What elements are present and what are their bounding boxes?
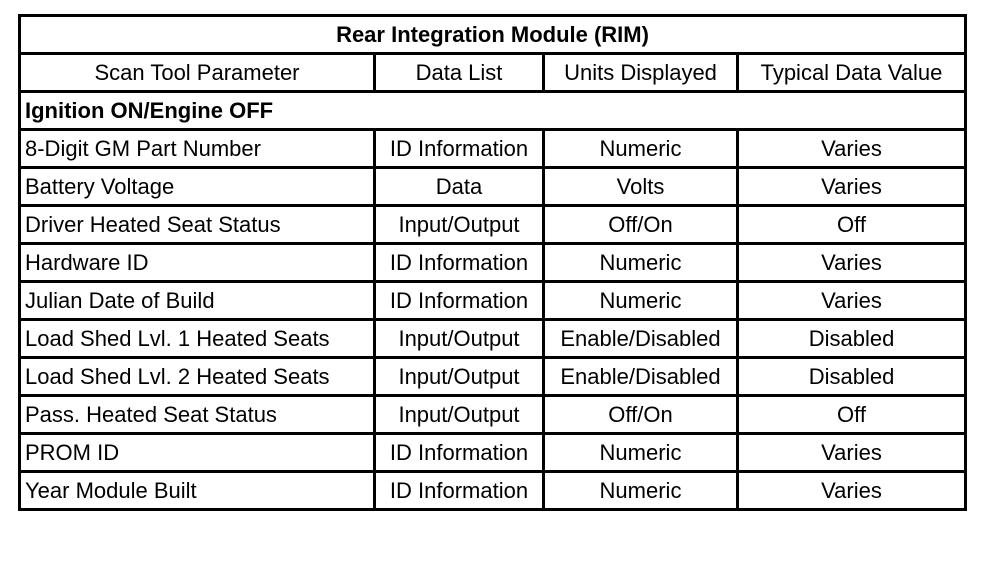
table-row bbox=[20, 244, 966, 282]
data-list-cell: Data bbox=[375, 168, 544, 206]
section-heading: Ignition ON/Engine OFF bbox=[20, 92, 966, 130]
parameter-cell: Driver Heated Seat Status bbox=[20, 206, 375, 244]
typical-value-cell: Off bbox=[738, 206, 966, 244]
table-row bbox=[20, 434, 966, 472]
data-list-cell: Input/Output bbox=[375, 206, 544, 244]
units-cell: Enable/Disabled bbox=[544, 320, 738, 358]
typical-value-cell: Off bbox=[738, 396, 966, 434]
table-title-row bbox=[20, 16, 966, 54]
parameter-cell: Load Shed Lvl. 2 Heated Seats bbox=[20, 358, 375, 396]
parameter-cell: Load Shed Lvl. 1 Heated Seats bbox=[20, 320, 375, 358]
units-cell: Enable/Disabled bbox=[544, 358, 738, 396]
parameter-cell: Hardware ID bbox=[20, 244, 375, 282]
table-row bbox=[20, 206, 966, 244]
parameter-cell: 8-Digit GM Part Number bbox=[20, 130, 375, 168]
typical-value-cell: Varies bbox=[738, 434, 966, 472]
typical-value-cell: Varies bbox=[738, 130, 966, 168]
data-list-cell: ID Information bbox=[375, 472, 544, 510]
parameter-cell: Pass. Heated Seat Status bbox=[20, 396, 375, 434]
units-cell: Numeric bbox=[544, 434, 738, 472]
units-cell: Numeric bbox=[544, 244, 738, 282]
units-cell: Off/On bbox=[544, 206, 738, 244]
typical-value-cell: Disabled bbox=[738, 358, 966, 396]
units-cell: Numeric bbox=[544, 472, 738, 510]
typical-value-cell: Varies bbox=[738, 472, 966, 510]
units-cell: Off/On bbox=[544, 396, 738, 434]
data-list-cell: Input/Output bbox=[375, 396, 544, 434]
parameter-cell: Battery Voltage bbox=[20, 168, 375, 206]
column-header-typical-value: Typical Data Value bbox=[738, 54, 966, 92]
table-row bbox=[20, 320, 966, 358]
typical-value-cell: Varies bbox=[738, 282, 966, 320]
table-row bbox=[20, 358, 966, 396]
typical-value-cell: Varies bbox=[738, 168, 966, 206]
column-header-parameter: Scan Tool Parameter bbox=[20, 54, 375, 92]
table-row bbox=[20, 130, 966, 168]
parameter-cell: PROM ID bbox=[20, 434, 375, 472]
column-header-data-list: Data List bbox=[375, 54, 544, 92]
data-list-cell: ID Information bbox=[375, 130, 544, 168]
table-row bbox=[20, 282, 966, 320]
parameter-cell: Julian Date of Build bbox=[20, 282, 375, 320]
table-row bbox=[20, 168, 966, 206]
typical-value-cell: Varies bbox=[738, 244, 966, 282]
data-list-cell: Input/Output bbox=[375, 358, 544, 396]
section-row bbox=[20, 92, 966, 130]
parameter-cell: Year Module Built bbox=[20, 472, 375, 510]
table-header-row bbox=[20, 54, 966, 92]
table-title: Rear Integration Module (RIM) bbox=[20, 16, 966, 54]
rim-data-table bbox=[18, 14, 967, 511]
column-header-units: Units Displayed bbox=[544, 54, 738, 92]
units-cell: Volts bbox=[544, 168, 738, 206]
units-cell: Numeric bbox=[544, 130, 738, 168]
data-list-cell: ID Information bbox=[375, 434, 544, 472]
typical-value-cell: Disabled bbox=[738, 320, 966, 358]
data-list-cell: ID Information bbox=[375, 244, 544, 282]
data-list-cell: ID Information bbox=[375, 282, 544, 320]
table-row bbox=[20, 396, 966, 434]
units-cell: Numeric bbox=[544, 282, 738, 320]
data-list-cell: Input/Output bbox=[375, 320, 544, 358]
table-row bbox=[20, 472, 966, 510]
